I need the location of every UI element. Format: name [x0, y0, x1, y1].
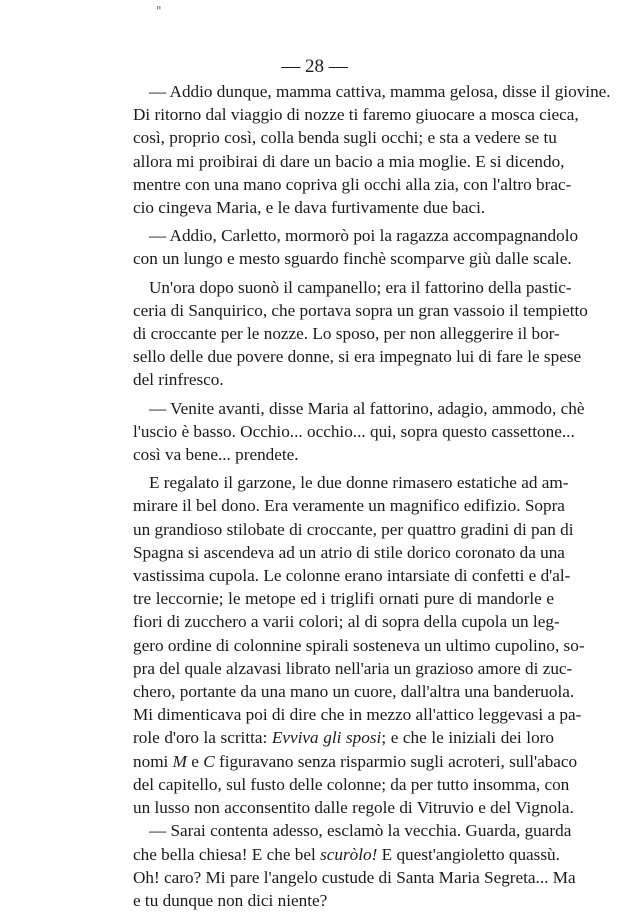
- text-line: del capitello, sul fusto delle colonne; da per tutto insomma, con: [133, 774, 570, 794]
- text-line: mirare il bel dono. Era veramente un magnifico edifizio. Sopra: [133, 496, 565, 516]
- body-text: [133, 80, 611, 912]
- text-line: così va bene... prendete.: [133, 445, 299, 465]
- text-line: Spagna si ascendeva ad un atrio di stile dorico coronato da una: [133, 542, 565, 562]
- text-line: cio cingeva Maria, e le dava furtivamente due baci.: [133, 198, 486, 218]
- text-line: tre leccornie; le metope ed i triglifi ornati pure di mandorle e: [133, 589, 554, 609]
- text-line: — Venite avanti, disse Maria al fattorino, adagio, ammodo, chè: [149, 398, 585, 418]
- text-line: role d'oro la scritta: Evviva gli sposi; e che le iniziali dei loro: [133, 728, 554, 748]
- text-line: un grandioso stilobate di croccante, per quattro gradini di pan di: [133, 519, 574, 539]
- italic-initial: M: [172, 751, 187, 771]
- text-line: fiori di zucchero a varii colori; al di sopra della cupola un leg-: [133, 612, 560, 632]
- italic-phrase: Evviva gli sposi: [271, 728, 382, 748]
- text-line: ceria di Sanquirico, che portava sopra un gran vassoio il tempietto: [133, 300, 588, 320]
- text-line: e tu dunque non dici niente?: [133, 890, 328, 910]
- text-line: chero, portante da una mano un cuore, dall'altra una banderuola.: [133, 682, 575, 702]
- text-line: — Sarai contenta adesso, esclamò la vecchia. Guarda, guarda: [149, 821, 572, 841]
- text-line: vastissima cupola. Le colonne erano intarsiate di confetti e d'al-: [133, 566, 571, 586]
- text-line: pra del quale alzavasi librato nell'aria un grazioso amore di zuc-: [133, 658, 573, 678]
- text-line: Di ritorno dal viaggio di nozze ti faremo giuocare a mosca cieca,: [133, 105, 579, 125]
- text-line: Un'ora dopo suonò il campanello; era il fattorino della pastic-: [149, 277, 572, 297]
- text-line: nomi M e C figuravano senza risparmio sugli acroteri, sull'abaco: [133, 751, 578, 771]
- text-line: mentre con una mano copriva gli occhi alla zia, con l'altro brac-: [133, 174, 572, 194]
- italic-phrase: scuròlo!: [320, 844, 378, 864]
- text-line: un lusso non acconsentito dalle regole di Vitruvio e del Vignola.: [133, 798, 574, 818]
- text-line: del rinfresco.: [133, 370, 224, 390]
- italic-initial: C: [203, 751, 215, 771]
- text-line: così, proprio così, colla benda sugli occhi; e sta a vedere se tu: [133, 128, 557, 148]
- text-line: gero ordine di colonnine spirali sosteneva un ultimo cupolino, so-: [133, 635, 585, 655]
- text-line: l'uscio è basso. Occhio... occhio... qui, sopra questo cassettone...: [133, 421, 575, 441]
- text-line: E regalato il garzone, le due donne rimasero estatiche ad am-: [149, 473, 569, 493]
- text-line: Mi dimenticava poi di dire che in mezzo all'attico leggevasi a pa-: [133, 705, 582, 725]
- text-line: che bella chiesa! E che bel scuròlo! E quest'angioletto quassù.: [133, 844, 560, 864]
- page-number: — 28 —: [281, 56, 348, 77]
- text-line: di croccante per le nozze. Lo sposo, per non alleggerire il bor-: [133, 324, 560, 344]
- text-line: — Addio, Carletto, mormorò poi la ragazza accompagnandolo: [149, 226, 579, 246]
- text-line: sello delle due povere donne, si era impegnato lui di fare le spese: [133, 347, 582, 367]
- text-line: con un lungo e mesto sguardo finchè scomparve giù dalle scale.: [133, 249, 572, 269]
- text-line: allora mi proibirai di dare un bacio a mia moglie. E si dicendo,: [133, 151, 565, 171]
- scan-mark: ": [156, 4, 162, 18]
- text-line: Oh! caro? Mi pare l'angelo custude di Santa Maria Segreta... Ma: [133, 867, 576, 887]
- text-line: — Addio dunque, mamma cattiva, mamma gelosa, disse il giovine.: [149, 82, 611, 101]
